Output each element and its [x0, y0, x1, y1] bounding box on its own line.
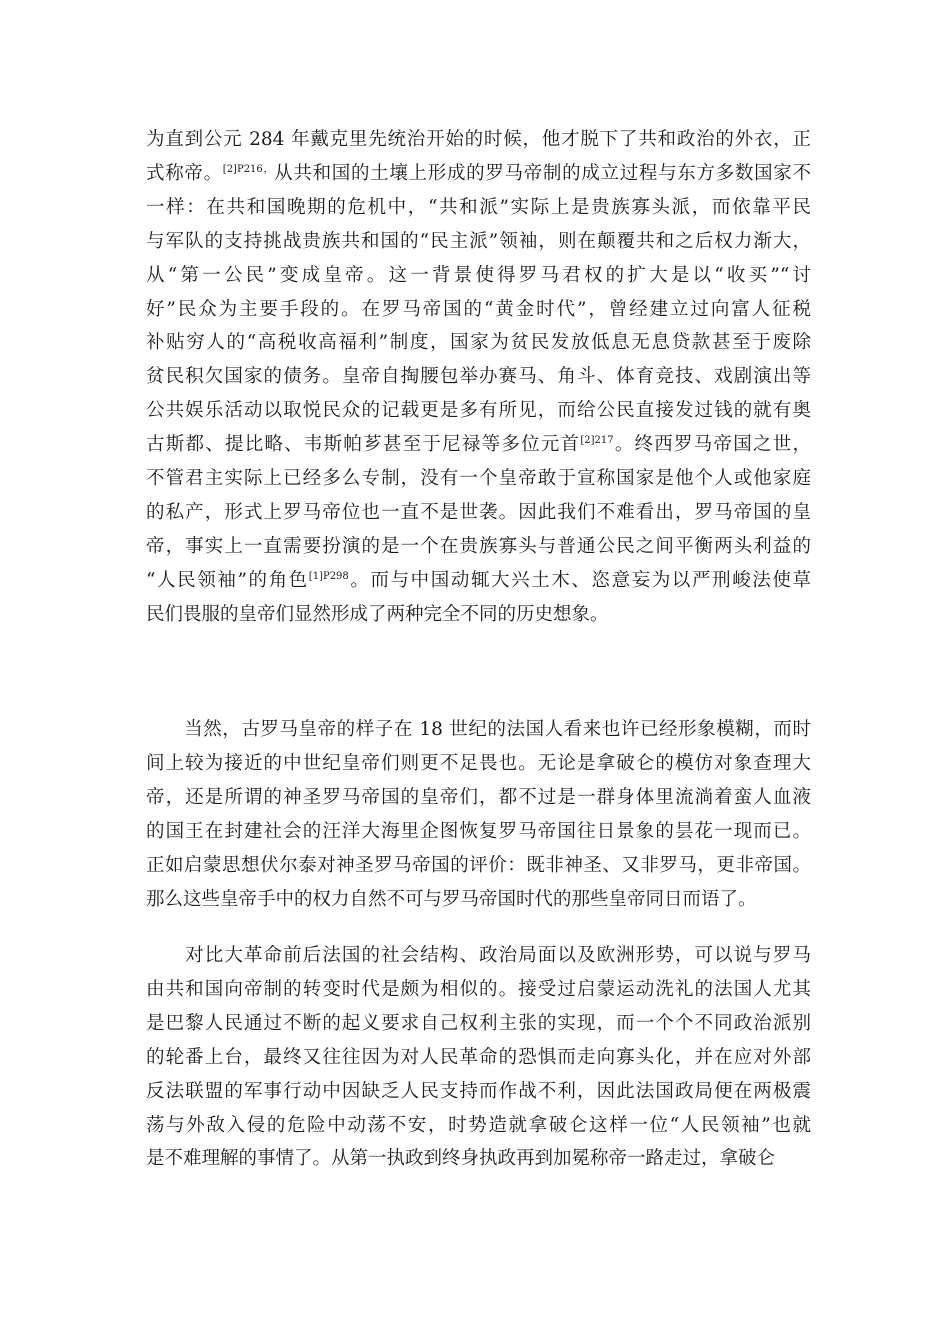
- text-segment: 古斯都、提比略、韦斯帕芗甚至于尼禄等多位元首: [146, 434, 581, 456]
- text-segment: 与军队的支持挑战贵族共和国的“民主派”领袖，则在颠覆共和之后权力渐大，: [146, 230, 811, 252]
- text-segment: 好”民众为主要手段的。在罗马帝国的“黄金时代”，曾经建立过向富人征税: [146, 298, 811, 320]
- text-segment: 从共和国的土壤上形成的罗马帝制的成立过程与东方多数国家不: [274, 162, 811, 184]
- text-line: [146, 603, 811, 627]
- text-segment: 补贴穷人的“高税收高福利”制度，国家为贫民发放低息无息贷款甚至于废除: [146, 332, 811, 354]
- text-segment: 贫民积欠国家的债务。皇帝自掏腰包举办赛马、角斗、体育竞技、戏剧演出等: [146, 366, 811, 388]
- text-line: [146, 569, 811, 593]
- text-segment: 荡与外敌入侵的危险中动荡不安，时势造就拿破仑这样一位“人民领袖”也就: [146, 1114, 811, 1136]
- text-line: [146, 196, 811, 220]
- text-line: [146, 298, 811, 322]
- text-segment: 从“第一公民”变成皇帝。这一背景使得罗马君权的扩大是以“收买”“讨: [146, 264, 811, 286]
- text-segment: 。而与中国动辄大兴土木、恣意妄为以严刑峻法使草: [348, 569, 811, 591]
- text-line: [146, 854, 811, 878]
- text-line: [146, 944, 811, 968]
- text-line: [146, 1080, 811, 1104]
- text-segment: 。终西罗马帝国之世，: [613, 434, 811, 456]
- text-segment: 的私产，形式上罗马帝位也一直不是世袭。因此我们不难看出，罗马帝国的皇: [146, 501, 811, 523]
- text-line: [146, 1046, 811, 1070]
- text-line: [146, 718, 811, 742]
- text-segment: 那么这些皇帝手中的权力自然不可与罗马帝国时代的那些皇帝同日而语了。: [146, 888, 757, 910]
- text-segment: 对比大革命前后法国的社会结构、政治局面以及欧洲形势，可以说与罗马: [146, 945, 811, 966]
- citation-reference: [2]P216，: [222, 163, 275, 175]
- text-segment: 式称帝。: [146, 162, 223, 184]
- text-segment: 是不难理解的事情了。从第一执政到终身执政再到加冕称帝一路走过，拿破仑: [146, 1148, 776, 1170]
- text-segment: 的轮番上台，最终又往往因为对人民革命的恐惧而走向寡头化，并在应对外部: [146, 1046, 811, 1068]
- text-segment: 帝，还是所谓的神圣罗马帝国的皇帝们，都不过是一群身体里流淌着蛮人血液: [146, 786, 811, 808]
- text-line: [146, 399, 811, 423]
- citation-reference: [1]P298: [308, 570, 349, 582]
- text-line: [146, 128, 811, 152]
- text-segment: 不管君主实际上已经多么专制，没有一个皇帝敢于宣称国家是他个人或他家庭: [146, 468, 811, 489]
- text-line: [146, 752, 811, 776]
- citation-reference: [2]217: [580, 435, 614, 447]
- text-line: [146, 786, 811, 810]
- text-line: [146, 365, 811, 389]
- text-line: [146, 162, 811, 186]
- text-segment: 民们畏服的皇帝们显然形成了两种完全不同的历史想象。: [146, 603, 609, 625]
- text-segment: 的国王在封建社会的汪洋大海里企图恢复罗马帝国往日景象的昙花一现而已。: [146, 820, 811, 842]
- text-line: [146, 888, 811, 912]
- text-line: [146, 433, 811, 457]
- text-line: [146, 230, 811, 254]
- text-line: [146, 1114, 811, 1138]
- text-line: [146, 1147, 811, 1171]
- text-segment: 反法联盟的军事行动中因缺乏人民支持而作战不利，因此法国政局便在两极震: [146, 1080, 811, 1102]
- text-line: [146, 978, 811, 1002]
- text-line: [146, 1012, 811, 1036]
- text-line: [146, 467, 811, 491]
- text-segment: 帝，事实上一直需要扮演的是一个在贵族寡头与普通公民之间平衡两头利益的: [146, 535, 811, 557]
- text-segment: 为直到公元 284 年戴克里先统治开始的时候，他才脱下了共和政治的外衣，正: [146, 129, 811, 150]
- text-segment: “人民领袖”的角色: [146, 569, 309, 591]
- text-line: [146, 535, 811, 559]
- text-line: [146, 331, 811, 355]
- text-line: [146, 820, 811, 844]
- text-segment: 由共和国向帝制的转变时代是颇为相似的。接受过启蒙运动洗礼的法国人尤其: [146, 978, 811, 1000]
- text-segment: 一样：在共和国晚期的危机中，“共和派”实际上是贵族寡头派，而依靠平民: [146, 196, 811, 218]
- text-segment: 公共娱乐活动以取悦民众的记载更是多有所见，而给公民直接发过钱的就有奥: [146, 400, 811, 422]
- text-segment: 是巴黎人民通过不断的起义要求自己权利主张的实现，而一个个不同政治派别: [146, 1012, 811, 1034]
- text-segment: 间上较为接近的中世纪皇帝们则更不足畏也。无论是拿破仑的模仿对象查理大: [146, 752, 811, 774]
- text-segment: 正如启蒙思想伏尔泰对神圣罗马帝国的评价：既非神圣、又非罗马，更非帝国。: [146, 854, 811, 876]
- text-segment: 当然，古罗马皇帝的样子在 18 世纪的法国人看来也许已经形象模糊，而时: [146, 719, 811, 740]
- text-line: [146, 501, 811, 525]
- text-line: [146, 264, 811, 288]
